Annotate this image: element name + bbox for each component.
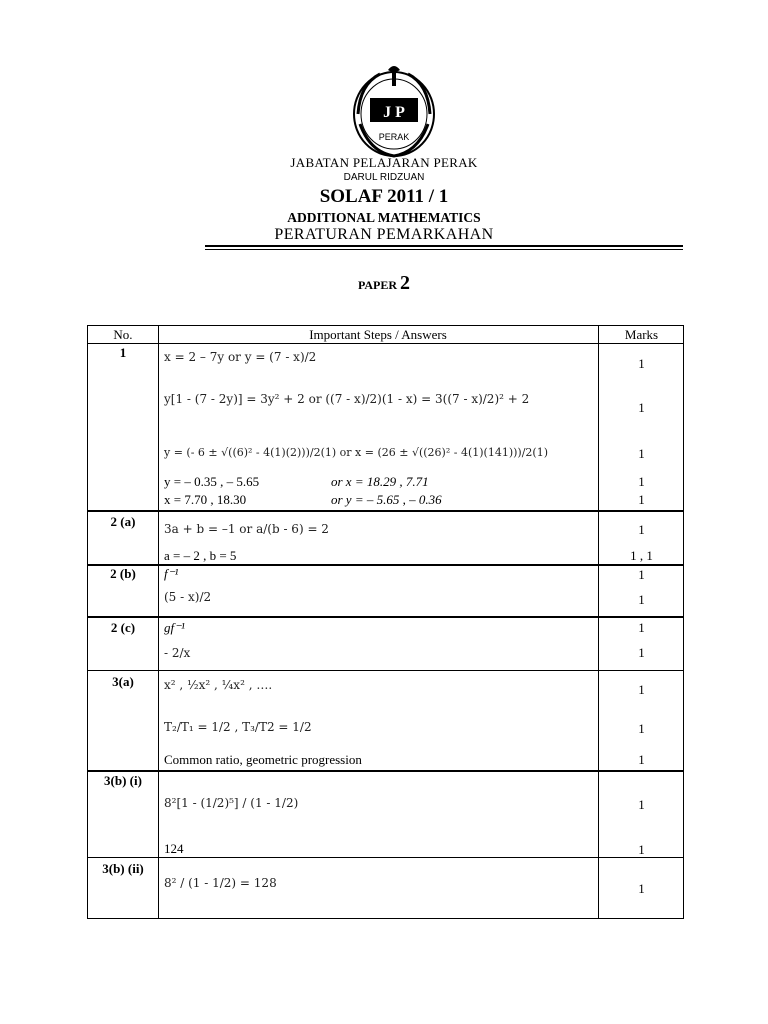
mark: 1 xyxy=(638,492,645,507)
subject-name: ADDITIONAL MATHEMATICS xyxy=(287,210,481,225)
mark: 1 xyxy=(638,592,645,607)
mark: 1 xyxy=(638,682,645,697)
paper-label: PAPER 2 xyxy=(357,272,411,294)
question-number: 3(a) xyxy=(112,674,134,689)
answer-step: y = – 0.35 , – 5.65 xyxy=(164,474,260,489)
mark: 1 xyxy=(638,446,645,461)
question-number: 2 (c) xyxy=(110,620,136,635)
department-name: JABATAN PELAJARAN PERAK xyxy=(290,155,478,170)
question-number: 2 (a) xyxy=(110,514,136,529)
mark: 1 xyxy=(638,567,645,582)
answer-step: Common ratio, geometric progression xyxy=(164,752,362,767)
answer-step: gf⁻¹ xyxy=(164,620,185,635)
mark: 1 xyxy=(638,522,645,537)
exam-title: SOLAF 2011 / 1 xyxy=(319,186,449,207)
mark: 1 xyxy=(638,474,645,489)
answer-step: a = – 2 , b = 5 xyxy=(164,548,237,563)
crest-logo xyxy=(350,64,438,160)
header-no: No. xyxy=(113,327,133,342)
document-title: PERATURAN PEMARKAHAN xyxy=(274,226,494,243)
mark: 1 xyxy=(638,752,645,767)
answer-alt: or y = – 5.65 , – 0.36 xyxy=(331,492,442,507)
answer-step: x = 7.70 , 18.30 xyxy=(164,492,247,507)
question-number: 3(b) (i) xyxy=(104,773,142,788)
mark: 1 xyxy=(638,620,645,635)
question-number: 2 (b) xyxy=(110,566,136,581)
answer-step: x² , ½x² , ¼x² , …. xyxy=(164,678,273,692)
mark: 1 xyxy=(638,797,645,812)
answer-step: 124 xyxy=(164,841,184,856)
answer-step: 3a + b = –1 or a/(b - 6) = 2 xyxy=(164,522,329,536)
header-answers: Important Steps / Answers xyxy=(309,327,447,342)
header-marks: Marks xyxy=(624,327,659,342)
answer-step: y[1 - (7 - 2y)] = 3y² + 2 or ((7 - x)/2)(1 - x) = 3((7 - x)/2)² + 2 xyxy=(164,392,530,406)
answer-step: y = (- 6 ± √((6)² - 4(1)(2)))/2(1) or x = (26 ± √((26)² - 4(1)(141)))/2(1) xyxy=(164,446,548,459)
state-name: DARUL RIDZUAN xyxy=(343,172,425,183)
mark: 1 xyxy=(638,842,645,857)
answer-step: 8²[1 - (1/2)⁵] / (1 - 1/2) xyxy=(164,796,299,810)
answer-step: x = 2 – 7y or y = (7 - x)/2 xyxy=(164,350,317,364)
question-number: 3(b) (ii) xyxy=(102,861,144,876)
question-number: 1 xyxy=(119,345,127,360)
logo-text: PERAK xyxy=(378,132,410,142)
mark: 1 xyxy=(638,721,645,736)
marking-scheme-table xyxy=(87,325,684,919)
mark: 1 xyxy=(638,645,645,660)
mark: 1 xyxy=(638,356,645,371)
mark: 1 , 1 xyxy=(630,548,653,563)
paper-number: 2 xyxy=(400,272,411,294)
answer-step: (5 - x)/2 xyxy=(164,590,212,604)
mark: 1 xyxy=(638,881,645,896)
header-rule xyxy=(205,245,683,247)
answer-step: T₂/T₁ = 1/2 , T₃/T2 = 1/2 xyxy=(164,720,312,734)
mark: 1 xyxy=(638,400,645,415)
answer-step: - 2/x xyxy=(164,646,191,660)
header-rule-thin xyxy=(205,249,683,250)
answer-step: f⁻¹ xyxy=(164,566,179,581)
answer-alt: or x = 18.29 , 7.71 xyxy=(331,474,429,489)
answer-step: 8² / (1 - 1/2) = 128 xyxy=(164,876,277,890)
svg-text:J P: J P xyxy=(383,104,405,121)
